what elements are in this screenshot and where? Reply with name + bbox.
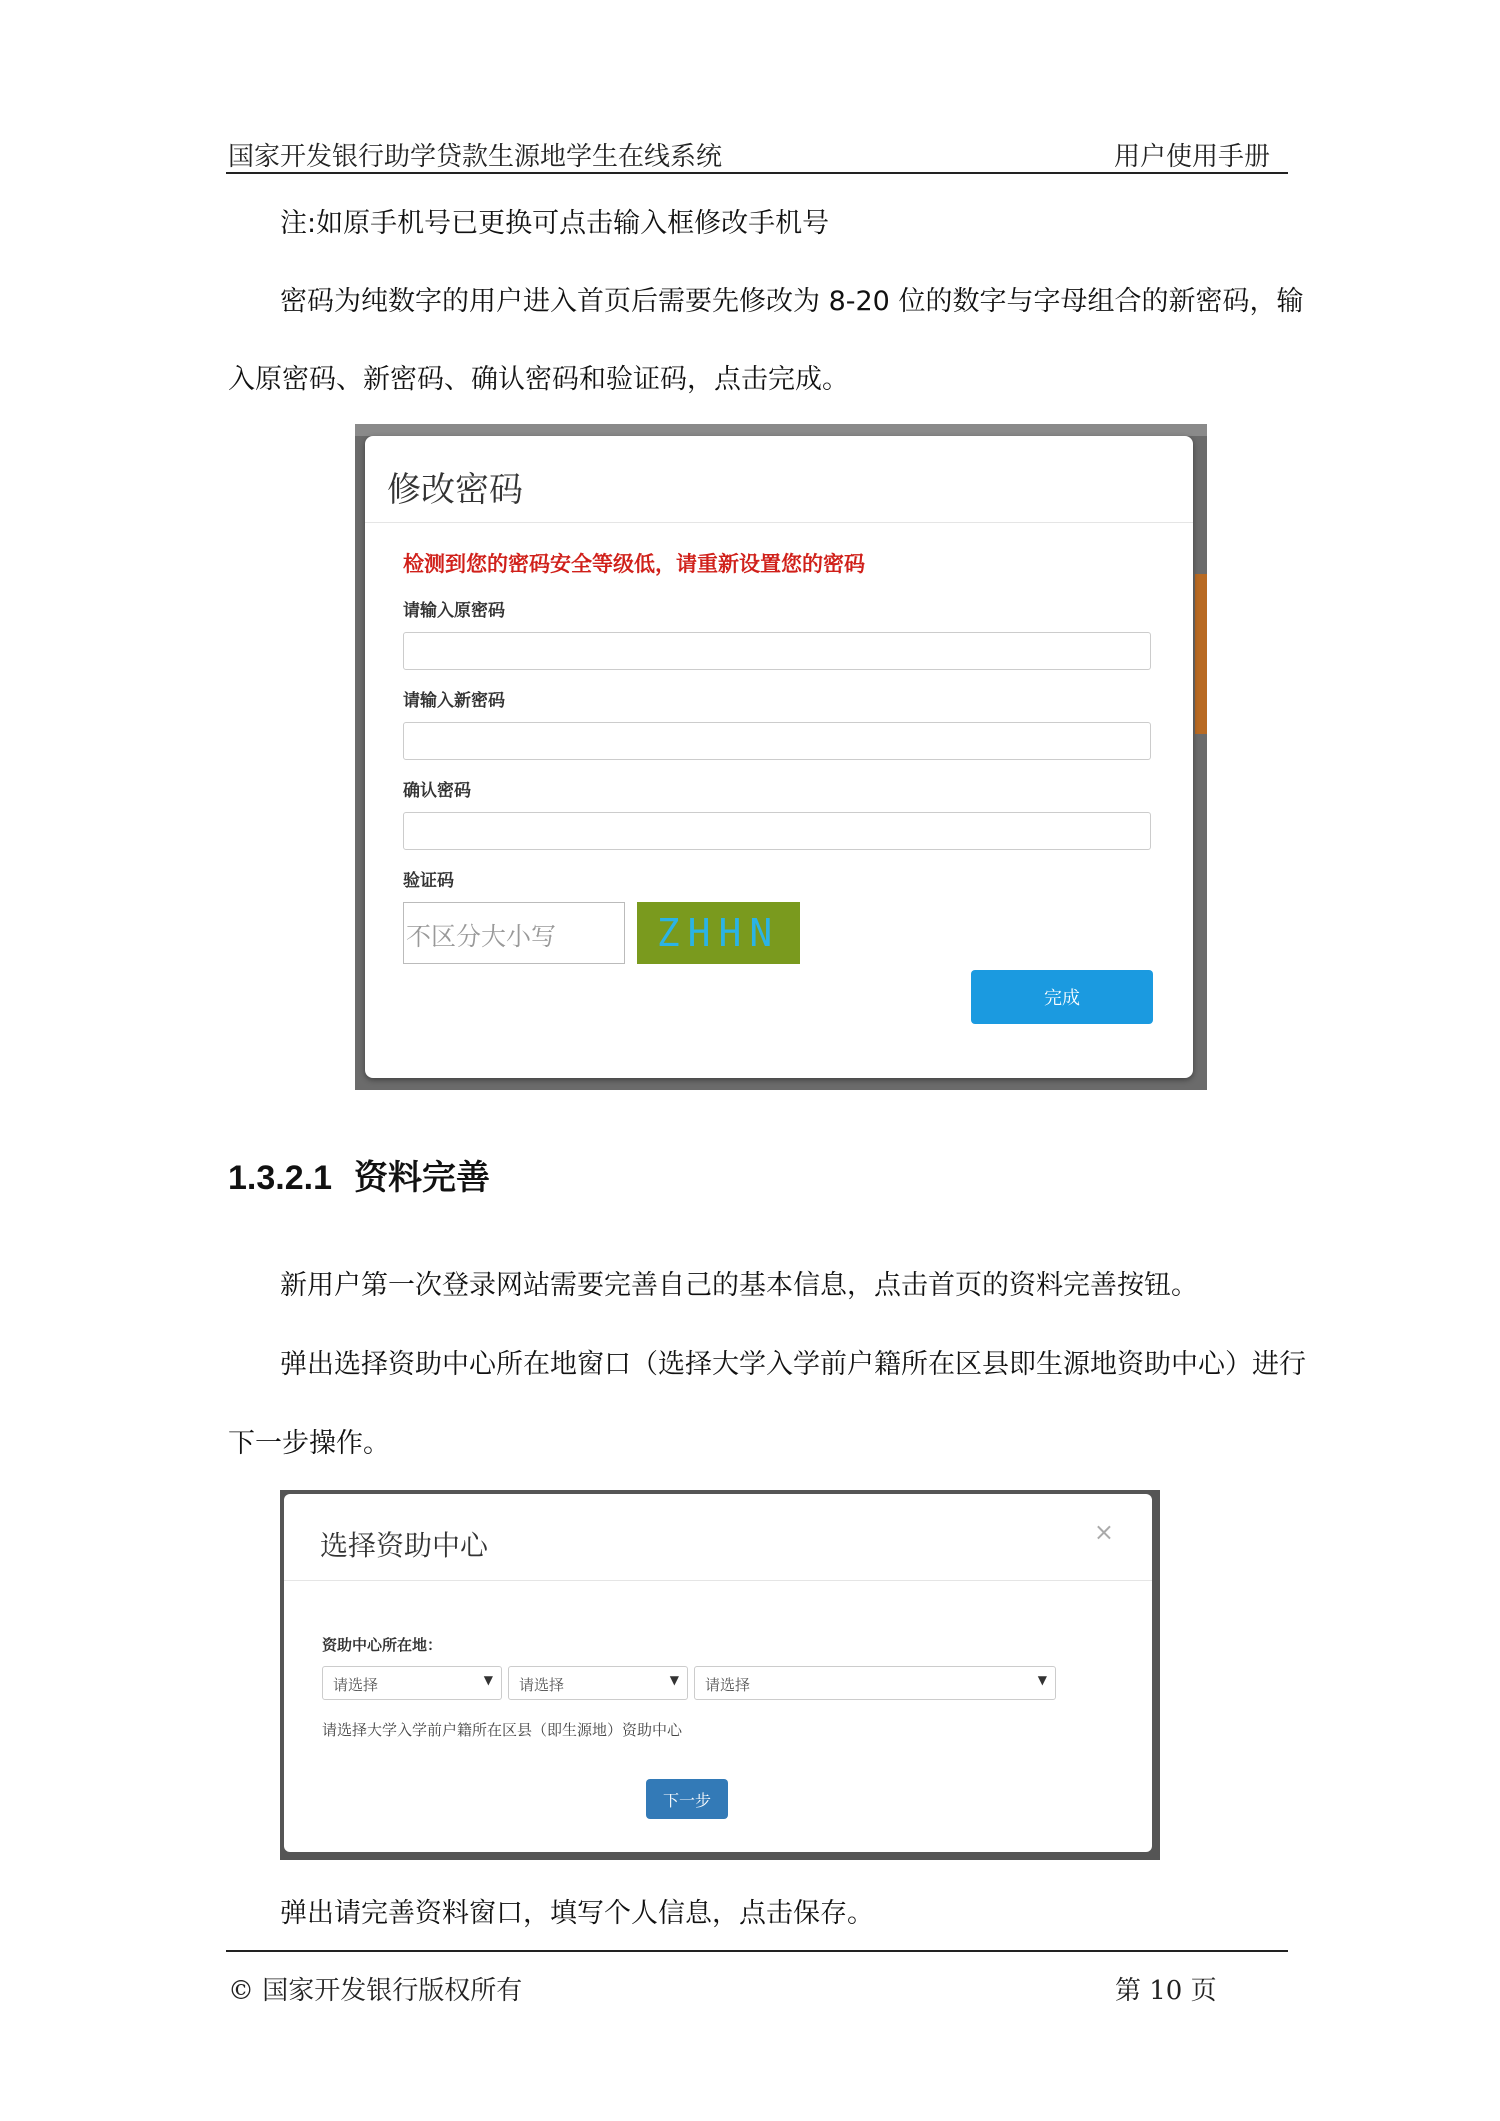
dialog-title: 选择资助中心 (320, 1529, 489, 1562)
password-paragraph-line2: 入原密码、新密码、确认密码和验证码，点击完成。 (228, 364, 849, 395)
province-select[interactable] (322, 1666, 502, 1700)
district-select[interactable] (694, 1666, 1056, 1700)
confirm-password-input[interactable] (403, 812, 1151, 850)
confirm-password-label: 确认密码 (403, 781, 471, 801)
city-select[interactable] (508, 1666, 688, 1700)
chevron-down-icon: ▼ (483, 1673, 493, 1687)
old-password-input[interactable] (403, 632, 1151, 670)
city-select-value: 请选择 (519, 1676, 565, 1694)
new-password-label: 请输入新密码 (403, 691, 505, 711)
chevron-down-icon: ▼ (669, 1673, 679, 1687)
save-paragraph: 弹出请完善资料窗口，填写个人信息，点击保存。 (280, 1898, 874, 1929)
captcha-image[interactable]: ZHHN (637, 902, 800, 964)
captcha-label: 验证码 (403, 871, 454, 891)
info-paragraph: 新用户第一次登录网站需要完善自己的基本信息，点击首页的资料完善按钮。 (280, 1270, 1198, 1301)
screenshot-backdrop-accent (1195, 574, 1207, 734)
new-password-input[interactable] (403, 722, 1151, 760)
change-password-dialog (365, 436, 1193, 1078)
done-button[interactable]: 完成 (971, 970, 1153, 1024)
location-label: 资助中心所在地： (322, 1636, 443, 1654)
center-paragraph-line1: 弹出选择资助中心所在地窗口（选择大学入学前户籍所在区县即生源地资助中心）进行 (280, 1349, 1306, 1380)
section-number: 1.3.2.1 (228, 1159, 332, 1197)
screenshot-backdrop-edge (355, 424, 1207, 436)
dialog-divider (365, 522, 1193, 523)
chevron-down-icon: ▼ (1037, 1673, 1047, 1687)
old-password-label: 请输入原密码 (403, 601, 505, 621)
next-step-button[interactable]: 下一步 (646, 1779, 728, 1819)
district-select-value: 请选择 (705, 1676, 751, 1694)
security-warning: 检测到您的密码安全等级低，请重新设置您的密码 (403, 552, 865, 576)
footer-copyright: © 国家开发银行版权所有 (228, 1976, 523, 2006)
footer-rule (226, 1950, 1288, 1952)
section-heading (228, 1150, 490, 1199)
captcha-input[interactable]: 不区分大小写 (403, 902, 625, 964)
note-paragraph: 注:如原手机号已更换可点击输入框修改手机号 (280, 208, 830, 239)
footer-page-number: 第 10 页 (1115, 1976, 1217, 2006)
header-system-title: 国家开发银行助学贷款生源地学生在线系统 (228, 142, 723, 172)
dialog-title: 修改密码 (387, 470, 523, 510)
select-hint: 请选择大学入学前户籍所在区县（即生源地）资助中心 (322, 1721, 683, 1739)
select-center-screenshot (280, 1490, 1160, 1860)
section-title: 资料完善 (353, 1158, 490, 1198)
select-center-dialog (284, 1494, 1152, 1852)
header-doc-type: 用户使用手册 (1113, 142, 1270, 172)
change-password-screenshot (355, 424, 1207, 1090)
header-rule (226, 172, 1288, 174)
province-select-value: 请选择 (333, 1676, 379, 1694)
dialog-divider (284, 1580, 1152, 1581)
password-paragraph-line1: 密码为纯数字的用户进入首页后需要先修改为 8-20 位的数字与字母组合的新密码，输 (280, 286, 1304, 317)
close-icon[interactable]: × (1093, 1518, 1114, 1546)
center-paragraph-line2: 下一步操作。 (228, 1428, 390, 1459)
